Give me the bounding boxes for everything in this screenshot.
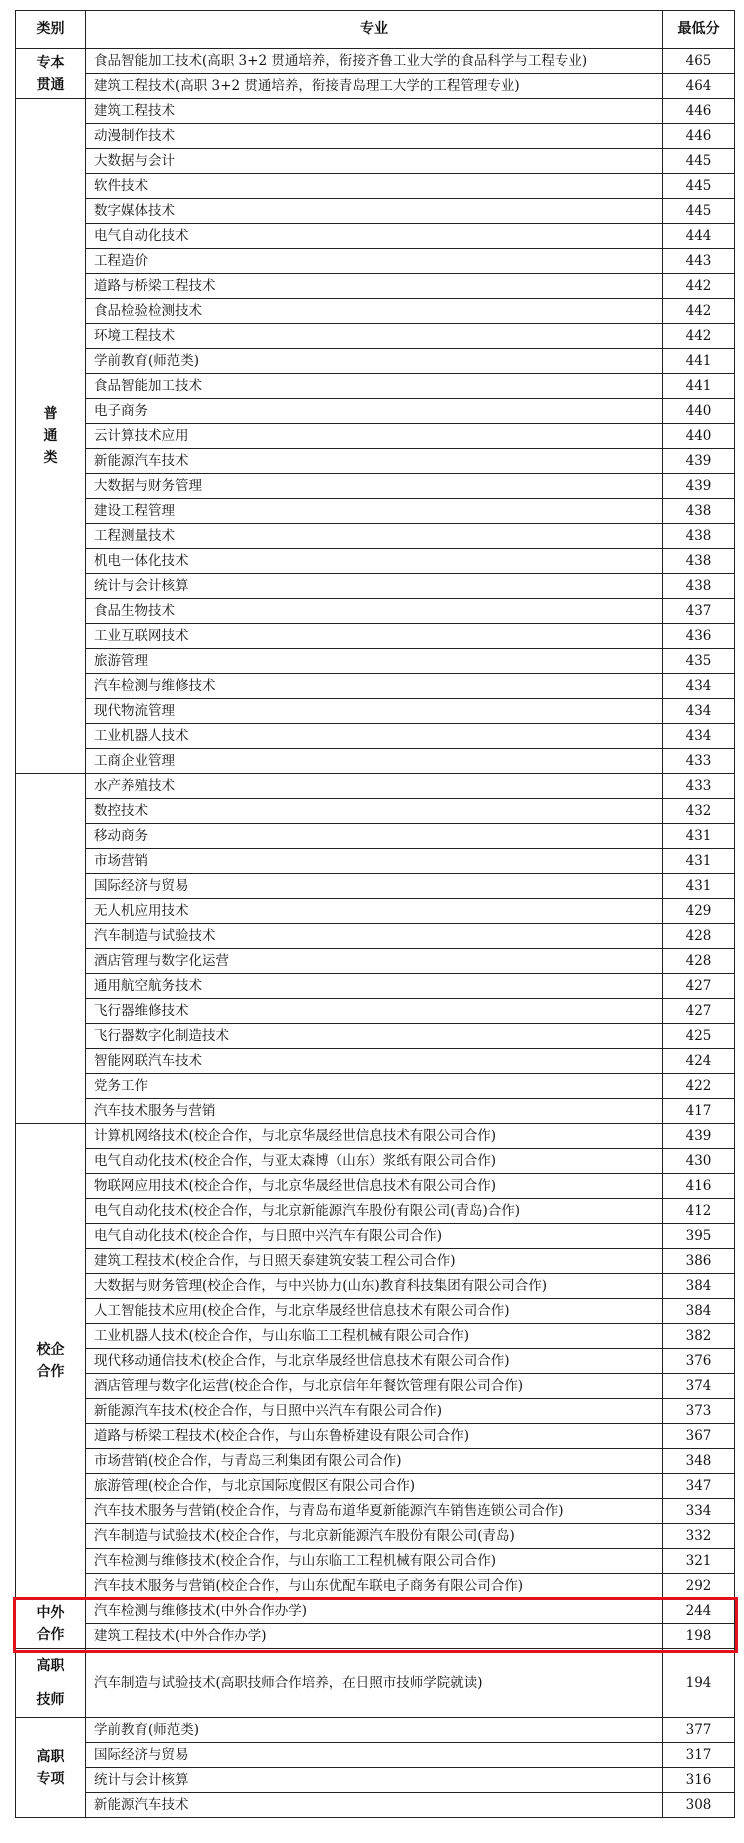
major-cell: 建设工程管理 [86, 499, 663, 524]
score-cell: 445 [663, 149, 735, 174]
table-row [16, 1499, 735, 1524]
major-cell: 建筑工程技术(中外合作办学) [86, 1624, 663, 1649]
table-row [16, 874, 735, 899]
score-cell: 437 [663, 599, 735, 624]
major-cell: 数控技术 [86, 799, 663, 824]
category-cell: 高职 专项 [16, 1718, 86, 1818]
score-cell: 429 [663, 899, 735, 924]
major-cell: 人工智能技术应用(校企合作，与北京华晟经世信息技术有限公司合作) [86, 1299, 663, 1324]
score-cell: 431 [663, 874, 735, 899]
score-cell: 439 [663, 1124, 735, 1149]
score-cell: 347 [663, 1474, 735, 1499]
major-cell: 飞行器数字化制造技术 [86, 1024, 663, 1049]
table-row [16, 1424, 735, 1449]
table-row [16, 1249, 735, 1274]
table-row [16, 1574, 735, 1599]
major-cell: 工程造价 [86, 249, 663, 274]
table-row [16, 499, 735, 524]
score-cell: 317 [663, 1743, 735, 1768]
major-cell: 学前教育(师范类) [86, 1718, 663, 1743]
score-cell: 438 [663, 499, 735, 524]
major-cell: 旅游管理 [86, 649, 663, 674]
major-cell: 国际经济与贸易 [86, 874, 663, 899]
score-cell: 427 [663, 999, 735, 1024]
score-cell: 198 [663, 1624, 735, 1649]
admission-score-table [15, 10, 735, 1818]
table-row [16, 1074, 735, 1099]
major-cell: 汽车技术服务与营销(校企合作，与青岛布道华夏新能源汽车销售连锁公司合作) [86, 1499, 663, 1524]
score-cell: 435 [663, 649, 735, 674]
score-cell: 446 [663, 124, 735, 149]
score-cell: 433 [663, 749, 735, 774]
major-cell: 通用航空航务技术 [86, 974, 663, 999]
major-cell: 新能源汽车技术 [86, 449, 663, 474]
major-cell: 电气自动化技术(校企合作，与亚太森博（山东）浆纸有限公司合作) [86, 1149, 663, 1174]
major-cell: 现代移动通信技术(校企合作，与北京华晟经世信息技术有限公司合作) [86, 1349, 663, 1374]
header-score: 最低分 [663, 11, 735, 49]
score-cell: 321 [663, 1549, 735, 1574]
major-cell: 道路与桥梁工程技术 [86, 274, 663, 299]
major-cell: 无人机应用技术 [86, 899, 663, 924]
score-cell: 442 [663, 274, 735, 299]
table-row [16, 749, 735, 774]
major-cell: 道路与桥梁工程技术(校企合作，与山东鲁桥建设有限公司合作) [86, 1424, 663, 1449]
score-cell: 438 [663, 549, 735, 574]
major-cell: 新能源汽车技术 [86, 1793, 663, 1818]
major-cell: 水产养殖技术 [86, 774, 663, 799]
header-category: 类别 [16, 11, 86, 49]
major-cell: 统计与会计核算 [86, 574, 663, 599]
major-cell: 食品智能加工技术(高职 3+2 贯通培养，衔接齐鲁工业大学的食品科学与工程专业) [86, 49, 663, 74]
major-cell: 建筑工程技术 [86, 99, 663, 124]
table-row [16, 374, 735, 399]
category-cell: 普 通 类 [16, 99, 86, 774]
table-row [16, 574, 735, 599]
table-row [16, 1099, 735, 1124]
major-cell: 工业机器人技术(校企合作，与山东临工工程机械有限公司合作) [86, 1324, 663, 1349]
table-row [16, 624, 735, 649]
category-cell: 中外 合作 [16, 1599, 86, 1649]
major-cell: 学前教育(师范类) [86, 349, 663, 374]
major-cell: 云计算技术应用 [86, 424, 663, 449]
score-cell: 440 [663, 424, 735, 449]
score-cell: 292 [663, 1574, 735, 1599]
major-cell: 新能源汽车技术(校企合作，与日照中兴汽车有限公司合作) [86, 1399, 663, 1424]
major-cell: 统计与会计核算 [86, 1768, 663, 1793]
table-row [16, 524, 735, 549]
major-cell: 党务工作 [86, 1074, 663, 1099]
table-row [16, 824, 735, 849]
major-cell: 食品检验检测技术 [86, 299, 663, 324]
score-cell: 442 [663, 299, 735, 324]
table-row [16, 699, 735, 724]
major-cell: 物联网应用技术(校企合作，与北京华晟经世信息技术有限公司合作) [86, 1174, 663, 1199]
score-cell: 441 [663, 374, 735, 399]
score-cell: 433 [663, 774, 735, 799]
major-cell: 食品智能加工技术 [86, 374, 663, 399]
table-row [16, 1049, 735, 1074]
major-cell: 酒店管理与数字化运营 [86, 949, 663, 974]
category-cell: 专本 贯通 [16, 49, 86, 99]
score-cell: 332 [663, 1524, 735, 1549]
table-row [16, 1793, 735, 1818]
table-row [16, 249, 735, 274]
table-row [16, 924, 735, 949]
score-cell: 431 [663, 849, 735, 874]
table-row [16, 1718, 735, 1743]
score-cell: 431 [663, 824, 735, 849]
major-cell: 移动商务 [86, 824, 663, 849]
major-cell: 汽车检测与维修技术 [86, 674, 663, 699]
major-cell: 汽车检测与维修技术(校企合作，与山东临工工程机械有限公司合作) [86, 1549, 663, 1574]
major-cell: 计算机网络技术(校企合作，与北京华晟经世信息技术有限公司合作) [86, 1124, 663, 1149]
header-major: 专业 [86, 11, 663, 49]
score-cell: 386 [663, 1249, 735, 1274]
table-row [16, 1374, 735, 1399]
score-cell: 374 [663, 1374, 735, 1399]
major-cell: 电子商务 [86, 399, 663, 424]
category-cell: 校企 合作 [16, 1124, 86, 1599]
major-cell: 软件技术 [86, 174, 663, 199]
table-row [16, 1149, 735, 1174]
score-cell: 194 [663, 1649, 735, 1718]
major-cell: 电气自动化技术 [86, 224, 663, 249]
table-row [16, 424, 735, 449]
table-row [16, 124, 735, 149]
score-cell: 422 [663, 1074, 735, 1099]
table-row [16, 199, 735, 224]
table-row [16, 399, 735, 424]
table-row [16, 449, 735, 474]
score-cell: 432 [663, 799, 735, 824]
score-cell: 417 [663, 1099, 735, 1124]
category-cell: 高职 技师 [16, 1649, 86, 1718]
major-cell: 飞行器维修技术 [86, 999, 663, 1024]
score-cell: 376 [663, 1349, 735, 1374]
table-row [16, 724, 735, 749]
major-cell: 电气自动化技术(校企合作，与北京新能源汽车股份有限公司(青岛)合作) [86, 1199, 663, 1224]
major-cell: 汽车制造与试验技术(校企合作，与北京新能源汽车股份有限公司(青岛) [86, 1524, 663, 1549]
major-cell: 旅游管理(校企合作，与北京国际度假区有限公司合作) [86, 1474, 663, 1499]
table-row [16, 1399, 735, 1424]
table-row [16, 74, 735, 99]
score-cell: 442 [663, 324, 735, 349]
major-cell: 市场营销 [86, 849, 663, 874]
score-cell: 377 [663, 1718, 735, 1743]
table-row [16, 1474, 735, 1499]
score-cell: 443 [663, 249, 735, 274]
score-cell: 316 [663, 1768, 735, 1793]
table-row [16, 149, 735, 174]
score-cell: 348 [663, 1449, 735, 1474]
score-cell: 438 [663, 524, 735, 549]
table-row [16, 224, 735, 249]
table-row [16, 299, 735, 324]
table-row [16, 649, 735, 674]
score-cell: 428 [663, 924, 735, 949]
table-row [16, 1599, 735, 1624]
score-cell: 416 [663, 1174, 735, 1199]
major-cell: 汽车制造与试验技术 [86, 924, 663, 949]
score-cell: 465 [663, 49, 735, 74]
table-row [16, 1449, 735, 1474]
major-cell: 工程测量技术 [86, 524, 663, 549]
table-row [16, 1224, 735, 1249]
major-cell: 大数据与会计 [86, 149, 663, 174]
score-cell: 436 [663, 624, 735, 649]
table-row [16, 1174, 735, 1199]
score-cell: 434 [663, 724, 735, 749]
table-row [16, 1349, 735, 1374]
score-cell: 446 [663, 99, 735, 124]
table-row [16, 1199, 735, 1224]
major-cell: 国际经济与贸易 [86, 1743, 663, 1768]
major-cell: 建筑工程技术(高职 3+2 贯通培养，衔接青岛理工大学的工程管理专业) [86, 74, 663, 99]
table-row [16, 349, 735, 374]
major-cell: 动漫制作技术 [86, 124, 663, 149]
score-cell: 440 [663, 399, 735, 424]
major-cell: 汽车检测与维修技术(中外合作办学) [86, 1599, 663, 1624]
score-cell: 427 [663, 974, 735, 999]
major-cell: 汽车技术服务与营销(校企合作，与山东优配车联电子商务有限公司合作) [86, 1574, 663, 1599]
table-row [16, 674, 735, 699]
score-cell: 428 [663, 949, 735, 974]
major-cell: 机电一体化技术 [86, 549, 663, 574]
major-cell: 汽车技术服务与营销 [86, 1099, 663, 1124]
table-body [16, 49, 735, 1818]
score-cell: 445 [663, 174, 735, 199]
major-cell: 汽车制造与试验技术(高职技师合作培养，在日照市技师学院就读) [86, 1649, 663, 1718]
score-cell: 334 [663, 1499, 735, 1524]
table-row [16, 1624, 735, 1649]
table-row [16, 474, 735, 499]
table-row [16, 49, 735, 74]
score-cell: 395 [663, 1224, 735, 1249]
table-row [16, 974, 735, 999]
table-header-row [16, 11, 735, 49]
table-row [16, 899, 735, 924]
table-row [16, 774, 735, 799]
table-row [16, 324, 735, 349]
table-row [16, 1743, 735, 1768]
score-cell: 412 [663, 1199, 735, 1224]
category-cell [16, 774, 86, 1124]
score-table-container [15, 10, 734, 1818]
table-row [16, 549, 735, 574]
score-cell: 424 [663, 1049, 735, 1074]
score-cell: 308 [663, 1793, 735, 1818]
major-cell: 现代物流管理 [86, 699, 663, 724]
table-row [16, 174, 735, 199]
score-cell: 444 [663, 224, 735, 249]
table-row [16, 1124, 735, 1149]
major-cell: 数字媒体技术 [86, 199, 663, 224]
table-row [16, 599, 735, 624]
major-cell: 环境工程技术 [86, 324, 663, 349]
score-cell: 438 [663, 574, 735, 599]
score-cell: 430 [663, 1149, 735, 1174]
score-cell: 439 [663, 474, 735, 499]
score-cell: 445 [663, 199, 735, 224]
table-row [16, 1024, 735, 1049]
table-row [16, 274, 735, 299]
major-cell: 工业互联网技术 [86, 624, 663, 649]
table-row [16, 1274, 735, 1299]
table-row [16, 999, 735, 1024]
score-cell: 434 [663, 699, 735, 724]
table-row [16, 1299, 735, 1324]
major-cell: 大数据与财务管理(校企合作，与中兴协力(山东)教育科技集团有限公司合作) [86, 1274, 663, 1299]
score-cell: 373 [663, 1399, 735, 1424]
major-cell: 智能网联汽车技术 [86, 1049, 663, 1074]
major-cell: 工商企业管理 [86, 749, 663, 774]
score-cell: 384 [663, 1299, 735, 1324]
table-row [16, 99, 735, 124]
major-cell: 建筑工程技术(校企合作，与日照天泰建筑安装工程公司合作) [86, 1249, 663, 1274]
score-cell: 441 [663, 349, 735, 374]
major-cell: 酒店管理与数字化运营(校企合作，与北京信年年餐饮管理有限公司合作) [86, 1374, 663, 1399]
table-row [16, 849, 735, 874]
major-cell: 市场营销(校企合作，与青岛三利集团有限公司合作) [86, 1449, 663, 1474]
score-cell: 384 [663, 1274, 735, 1299]
table-row [16, 799, 735, 824]
table-row [16, 1549, 735, 1574]
score-cell: 425 [663, 1024, 735, 1049]
table-row [16, 1768, 735, 1793]
score-cell: 382 [663, 1324, 735, 1349]
major-cell: 工业机器人技术 [86, 724, 663, 749]
major-cell: 食品生物技术 [86, 599, 663, 624]
score-cell: 439 [663, 449, 735, 474]
major-cell: 大数据与财务管理 [86, 474, 663, 499]
table-row [16, 1649, 735, 1718]
score-cell: 464 [663, 74, 735, 99]
score-cell: 434 [663, 674, 735, 699]
score-cell: 244 [663, 1599, 735, 1624]
table-row [16, 949, 735, 974]
table-row [16, 1324, 735, 1349]
table-row [16, 1524, 735, 1549]
score-cell: 367 [663, 1424, 735, 1449]
major-cell: 电气自动化技术(校企合作，与日照中兴汽车有限公司合作) [86, 1224, 663, 1249]
